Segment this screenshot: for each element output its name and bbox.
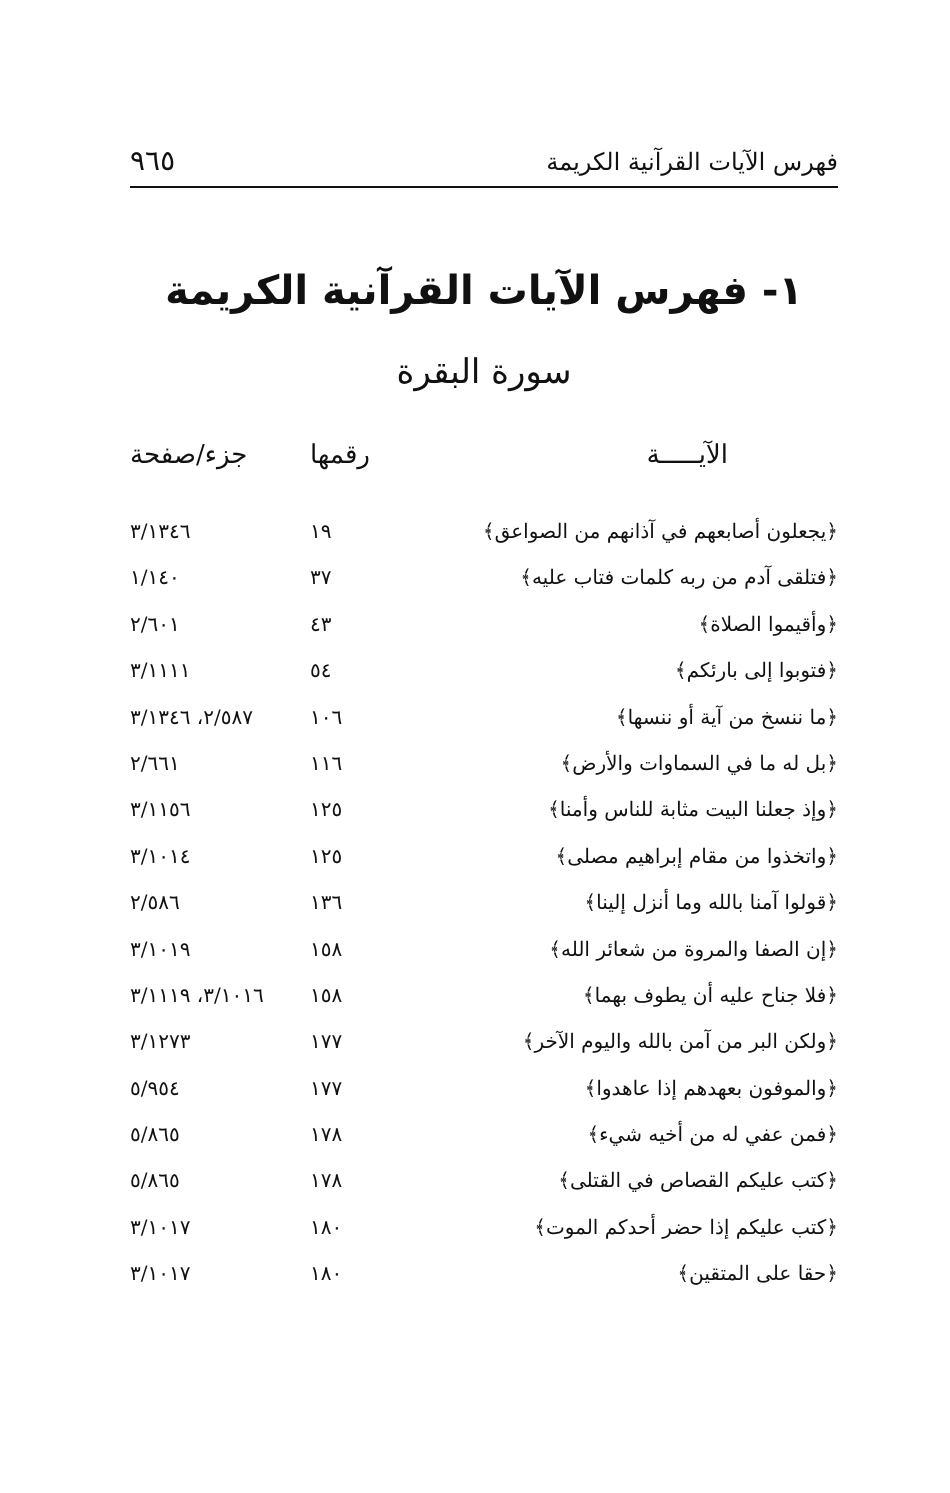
column-header-number: رقمها bbox=[310, 440, 370, 470]
ayah-text: ﴿واتخذوا من مقام إبراهيم مصلى﴾ bbox=[555, 843, 838, 868]
table-row bbox=[130, 1211, 838, 1257]
index-table bbox=[130, 515, 838, 1304]
volume-page: ٢/٦٦١ bbox=[130, 750, 180, 775]
ayah-number: ١٣٦ bbox=[310, 890, 343, 915]
ayah-text: ﴿ما ننسخ من آية أو ننسها﴾ bbox=[615, 704, 838, 729]
section-title: ١- فهرس الآيات القرآنية الكريمة bbox=[165, 268, 803, 314]
ayah-text: ﴿ولكن البر من آمن بالله واليوم الآخر﴾ bbox=[522, 1029, 838, 1054]
table-row bbox=[130, 1257, 838, 1303]
volume-page: ٣/١١١١ bbox=[130, 658, 191, 683]
ayah-text: ﴿كتب عليكم القصاص في القتلى﴾ bbox=[558, 1168, 838, 1193]
table-row bbox=[130, 979, 838, 1025]
volume-page: ٣/١٢٧٣ bbox=[130, 1029, 191, 1054]
volume-page: ٣/١٣٤٦ bbox=[130, 519, 191, 543]
table-row bbox=[130, 933, 838, 979]
ayah-text: ﴿فتوبوا إلى بارئكم﴾ bbox=[674, 658, 838, 683]
ayah-text: ﴿إن الصفا والمروة من شعائر الله﴾ bbox=[549, 936, 838, 961]
table-row bbox=[130, 793, 838, 839]
ayah-number: ١٥٨ bbox=[310, 936, 343, 961]
ayah-text: ﴿والموفون بعهدهم إذا عاهدوا﴾ bbox=[584, 1075, 838, 1100]
column-header-location: جزء/صفحة bbox=[130, 440, 248, 470]
running-header bbox=[130, 138, 838, 188]
column-header-ayah: الآيـــــة bbox=[646, 440, 728, 470]
table-row bbox=[130, 840, 838, 886]
table-row bbox=[130, 1164, 838, 1210]
ayah-number: ١٢٥ bbox=[310, 843, 343, 868]
ayah-number: ١٩ bbox=[310, 519, 332, 543]
ayah-text: ﴿قولوا آمنا بالله وما أنزل إلينا﴾ bbox=[584, 890, 838, 915]
running-title: فهرس الآيات القرآنية الكريمة bbox=[546, 148, 838, 176]
table-row bbox=[130, 886, 838, 932]
ayah-text: ﴿حقا على المتقين﴾ bbox=[677, 1261, 838, 1286]
page-number: ٩٦٥ bbox=[130, 144, 176, 177]
ayah-number: ١٢٥ bbox=[310, 797, 343, 822]
volume-page: ٣/١٠١٧ bbox=[130, 1261, 191, 1286]
table-row bbox=[130, 701, 838, 747]
table-row bbox=[130, 515, 838, 561]
table-row bbox=[130, 1025, 838, 1071]
ayah-number: ١٠٦ bbox=[310, 704, 343, 729]
volume-page: ٣/١٠١٤ bbox=[130, 843, 191, 868]
ayah-text: ﴿وإذ جعلنا البيت مثابة للناس وأمنا﴾ bbox=[548, 797, 838, 822]
table-row bbox=[130, 747, 838, 793]
column-headers bbox=[130, 440, 838, 480]
ayah-number: ٤٣ bbox=[310, 611, 332, 636]
volume-page: ١/١٤٠ bbox=[130, 565, 180, 590]
ayah-number: ٣٧ bbox=[310, 565, 332, 590]
volume-page: ٣/١١٥٦ bbox=[130, 797, 191, 822]
volume-page: ٣/١٠١٧ bbox=[130, 1214, 191, 1239]
volume-page: ٢/٥٨٧، ٣/١٣٤٦ bbox=[130, 704, 253, 729]
table-row bbox=[130, 654, 838, 700]
volume-page: ٢/٦٠١ bbox=[130, 611, 180, 636]
ayah-number: ١٧٧ bbox=[310, 1075, 343, 1100]
volume-page: ٣/١٠١٩ bbox=[130, 936, 191, 961]
ayah-number: ١٨٠ bbox=[310, 1214, 343, 1239]
ayah-number: ١٨٠ bbox=[310, 1261, 343, 1286]
ayah-number: ١٧٨ bbox=[310, 1122, 343, 1147]
volume-page: ٥/٩٥٤ bbox=[130, 1075, 180, 1100]
surah-title: سورة البقرة bbox=[396, 352, 572, 392]
volume-page: ٥/٨٦٥ bbox=[130, 1122, 180, 1147]
ayah-number: ١٧٧ bbox=[310, 1029, 343, 1054]
ayah-text: ﴿وأقيموا الصلاة﴾ bbox=[698, 611, 838, 636]
table-row bbox=[130, 1072, 838, 1118]
volume-page: ٢/٥٨٦ bbox=[130, 890, 180, 915]
ayah-text: ﴿فلا جناح عليه أن يطوف بهما﴾ bbox=[582, 982, 838, 1007]
volume-page: ٥/٨٦٥ bbox=[130, 1168, 180, 1193]
ayah-number: ٥٤ bbox=[310, 658, 332, 683]
ayah-number: ١١٦ bbox=[310, 750, 343, 775]
table-row bbox=[130, 608, 838, 654]
table-row bbox=[130, 561, 838, 607]
ayah-number: ١٧٨ bbox=[310, 1168, 343, 1193]
ayah-text: ﴿كتب عليكم إذا حضر أحدكم الموت﴾ bbox=[534, 1214, 838, 1239]
ayah-text: ﴿بل له ما في السماوات والأرض﴾ bbox=[560, 750, 838, 775]
volume-page: ٣/١٠١٦، ٣/١١١٩ bbox=[130, 982, 264, 1007]
ayah-text: ﴿يجعلون أصابعهم في آذانهم من الصواعق﴾ bbox=[482, 519, 838, 543]
ayah-text: ﴿فتلقى آدم من ربه كلمات فتاب عليه﴾ bbox=[520, 565, 838, 590]
ayah-number: ١٥٨ bbox=[310, 982, 343, 1007]
table-row bbox=[130, 1118, 838, 1164]
ayah-text: ﴿فمن عفي له من أخيه شيء﴾ bbox=[587, 1122, 838, 1147]
